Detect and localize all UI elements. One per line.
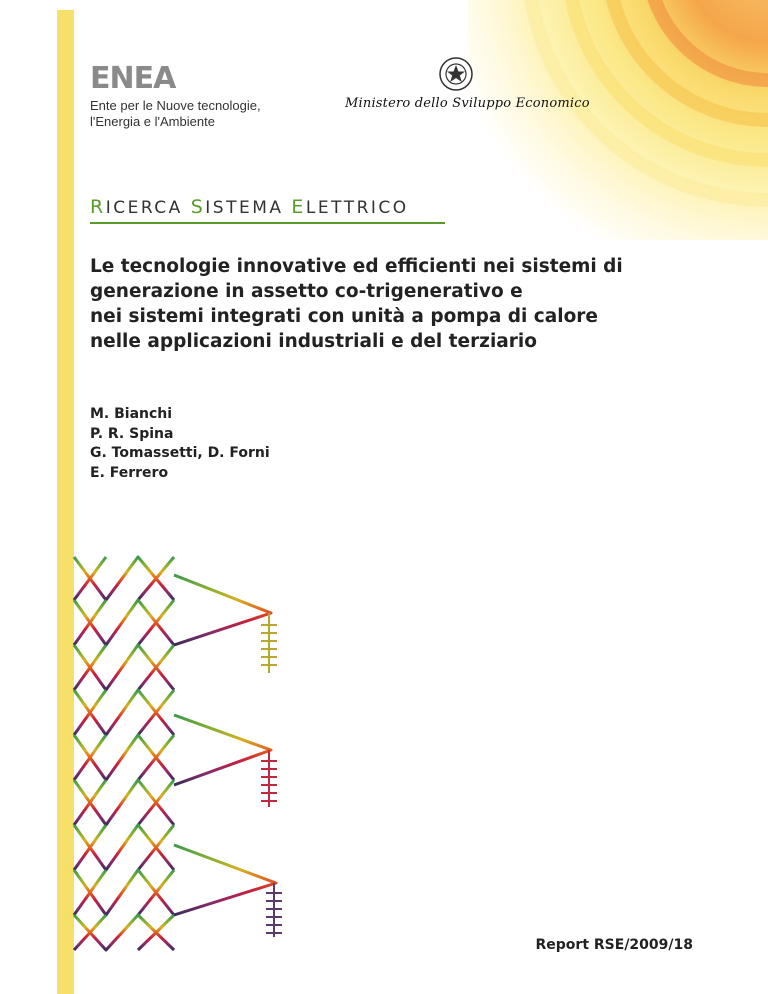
power-pylon-illustration [66, 555, 296, 955]
title-line: generazione in assetto co-trigenerativo e [90, 281, 523, 302]
enea-subtitle: Ente per le Nuove tecnologie, l'Energia e l'Ambiente [90, 98, 261, 129]
ministry-name: Ministero dello Sviluppo Economico [345, 96, 590, 111]
report-title [90, 254, 650, 354]
report-id: Report RSE/2009/18 [535, 937, 693, 953]
enea-logo [90, 62, 190, 90]
author: P. R. Spina [90, 425, 174, 442]
authors-list [90, 405, 270, 483]
svg-text:ENEA: ENEA [90, 62, 176, 90]
programme-heading: RICERCA SISTEMA ELETTRICO [90, 196, 409, 218]
italian-emblem-icon [438, 56, 474, 92]
title-line: nei sistemi integrati con unità a pompa di calore [90, 306, 598, 327]
programme-rule [90, 222, 445, 224]
author: E. Ferrero [90, 464, 169, 481]
title-line: nelle applicazioni industriali e del terziario [90, 331, 537, 352]
title-line: Le tecnologie innovative ed efficienti nei sistemi di [90, 256, 623, 277]
author: M. Bianchi [90, 406, 173, 422]
author: G. Tomassetti, D. Forni [90, 445, 270, 461]
sun-decoration [468, 0, 768, 240]
